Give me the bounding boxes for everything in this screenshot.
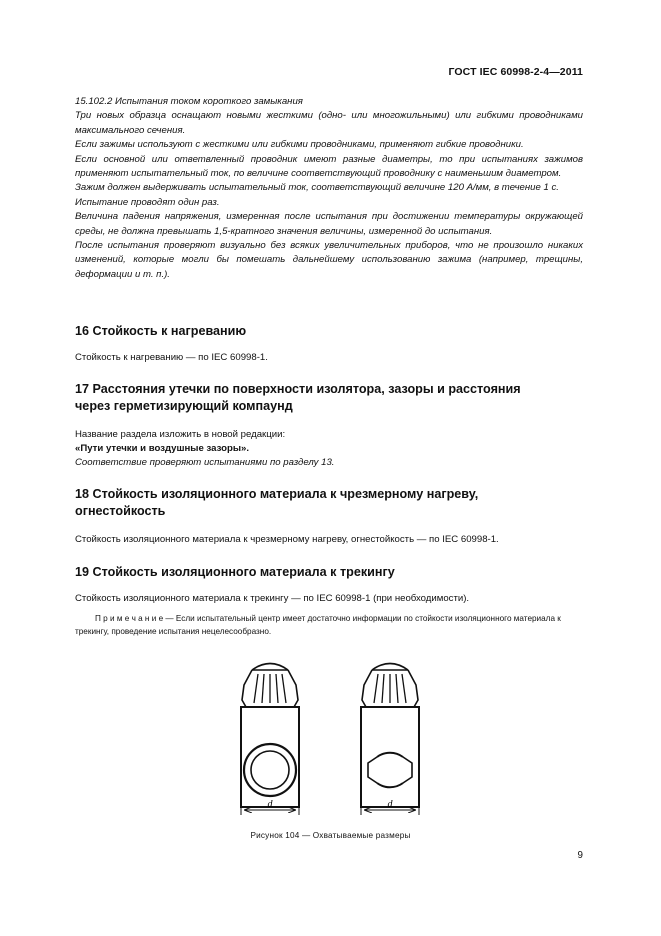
section-18-heading-line2: огнестойкость [75,503,166,518]
clause-paragraph-3: Если основной или ответвленный проводник имеют разные диаметры, то при испытаниях зажимов применяют испытательный ток, по величине соответствующий проводнику с наименьшим диаметром. [75,153,583,180]
section-17-text-2: «Пути утечки и воздушные зазоры». [75,443,250,454]
clause-paragraph-6: Величина падения напряжения, измеренная после испытания при достижении температуры окружающей среды, не должна превышать 1,5-кратного значения величины, измеренной до испытания. [75,211,583,237]
clause-paragraph-5: Испытание проводят один раз. [75,196,220,208]
section-18-text: Стойкость изоляционного материала к чрезмерному нагреву, огнестойкость — по IEC 60998-1. [75,534,499,545]
section-18-heading [75,486,595,519]
section-17-heading-line1: 17 Расстояния утечки по поверхности изолятора, зазоры и расстояния [75,382,521,396]
section-19-text: Стойкость изоляционного материала к трекингу — по IEC 60998-1 (при необходимости). [75,593,470,604]
figure-caption: Рисунок 104 — Охватываемые размеры [250,831,411,840]
section-16-heading: 16 Стойкость к нагреванию [75,324,247,338]
section-16-text: Стойкость к нагреванию — по IEC 60998-1. [75,352,268,363]
dimension-label-right: d [387,799,393,810]
terminal-left-drawing [241,664,299,816]
section-17-text-1: Название раздела изложить в новой редакции: [75,429,286,440]
section-18-heading-line1: 18 Стойкость изоляционного материала к чрезмерному нагреву, [75,487,479,501]
dimension-label-left: d [267,799,273,810]
page-number: 9 [577,850,583,861]
note-text: — Если испытательный центр имеет достаточно информации по стойкости изоляционного материала к трекингу, проведение испытания нецелесообразно. [75,614,561,636]
clause-heading: 15.102.2 Испытания током короткого замыкания [75,96,303,107]
standard-code: ГОСТ IEC 60998-2-4—2011 [448,66,583,78]
clause-paragraph-1: Три новых образца оснащают новыми жесткими (одно- или многожильными) или гибкими проводниками максимального сечения. [75,110,583,136]
section-19-note [75,612,585,638]
terminal-right-drawing [361,664,419,816]
section-19-heading: 19 Стойкость изоляционного материала к трекингу [75,565,395,579]
note-label: П р и м е ч а н и е [95,614,164,623]
figure-104 [230,655,440,820]
section-17-heading-line2: через герметизирующий компаунд [75,398,293,413]
clause-paragraph-4: Зажим должен выдерживать испытательный ток, соответствующий величине 120 А/мм, в течение 1 с. [75,182,559,194]
clause-paragraph-2: Если зажимы используют с жесткими или гибкими проводниками, применяют гибкие проводники. [75,139,524,151]
clause-paragraph-7: После испытания проверяют визуально без всяких увеличительных приборов, что не произошло никаких изменений, которые могли бы помешать дальнейшему использованию зажима (например, трещины, деформации и т. п.). [75,240,583,280]
clause-15-102-2 [75,95,583,282]
section-17-text-3: Соответствие проверяют испытаниями по разделу 13. [75,457,335,468]
section-17-heading [75,381,595,414]
